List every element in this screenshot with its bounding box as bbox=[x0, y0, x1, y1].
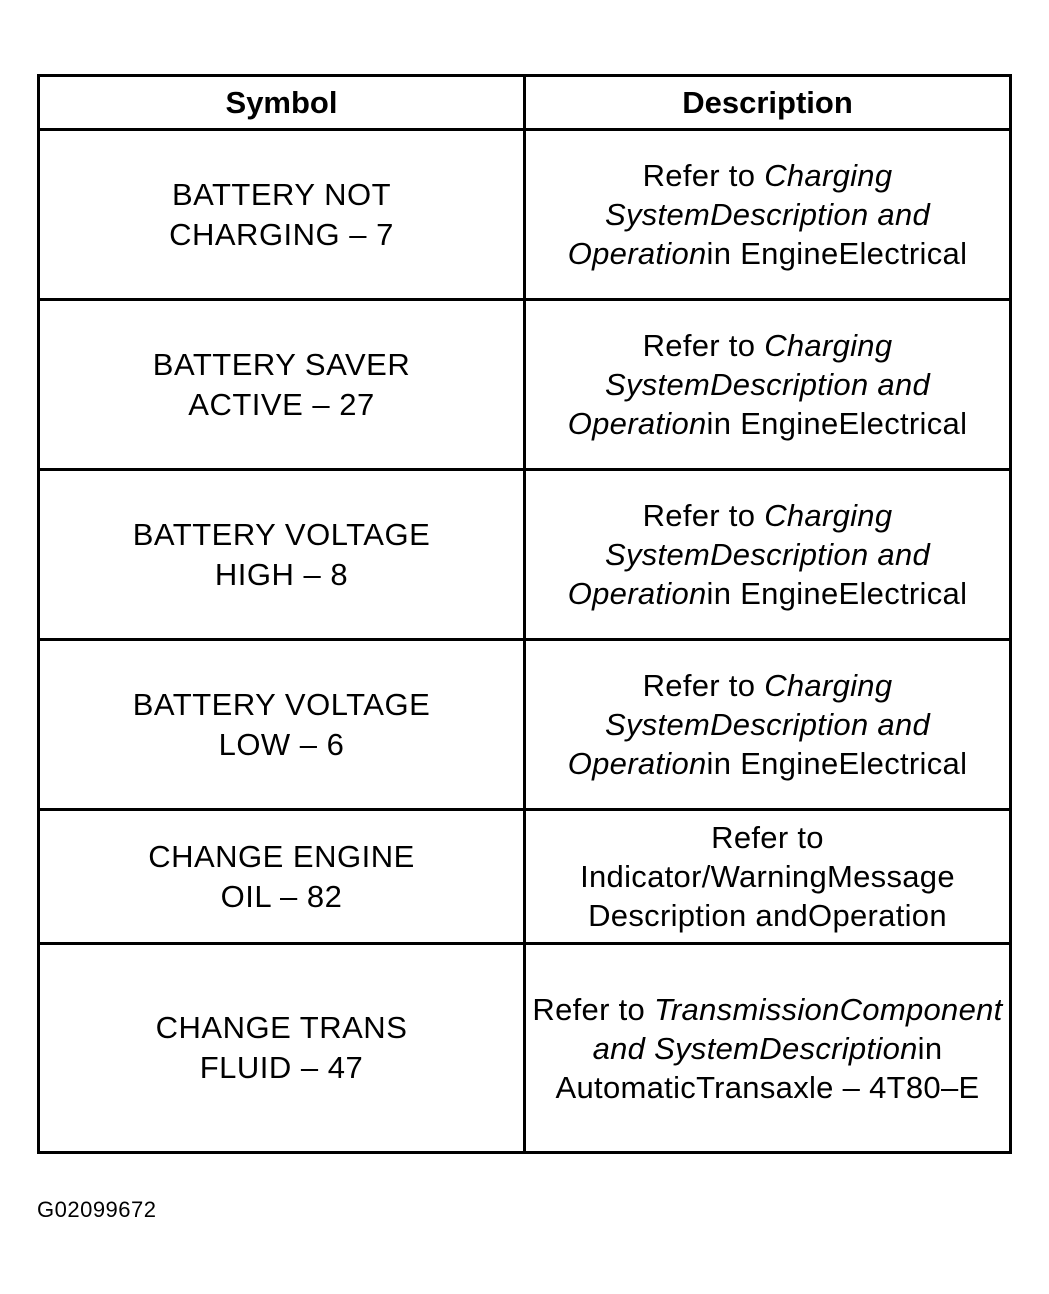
description-line bbox=[759, 1031, 917, 1066]
description-italic-text: Component and System bbox=[592, 991, 1003, 1066]
description-cell bbox=[525, 130, 1011, 300]
table-row bbox=[39, 640, 1011, 810]
symbol-line: CHANGE ENGINE bbox=[148, 838, 415, 874]
symbol-line: HIGH – 8 bbox=[214, 556, 349, 592]
symbol-line: BATTERY NOT bbox=[171, 176, 392, 212]
description-italic-text: Description and Operation bbox=[567, 707, 931, 781]
table-row bbox=[39, 300, 1011, 470]
description-italic-text: Charging System bbox=[604, 498, 893, 572]
table-row bbox=[39, 470, 1011, 640]
symbol-cell bbox=[39, 470, 525, 640]
symbol-cell bbox=[39, 640, 525, 810]
description-line bbox=[839, 576, 968, 611]
description-line bbox=[532, 992, 839, 1027]
description-italic-text: Charging System bbox=[604, 668, 893, 742]
symbol-line: BATTERY SAVER bbox=[152, 346, 411, 382]
description-text: Refer to bbox=[642, 668, 765, 703]
description-text: Refer to bbox=[642, 328, 765, 363]
description-text: in Engine bbox=[706, 576, 839, 611]
description-cell bbox=[525, 810, 1011, 944]
description-cell bbox=[525, 470, 1011, 640]
symbol-line: BATTERY VOLTAGE bbox=[132, 516, 431, 552]
symbol-line: FLUID – 47 bbox=[199, 1050, 364, 1085]
symbol-column-header: Symbol bbox=[39, 76, 525, 130]
description-text: in Engine bbox=[706, 406, 839, 441]
description-italic-text: Description and Operation bbox=[567, 537, 931, 611]
description-text: Refer to bbox=[642, 498, 765, 533]
symbol-cell bbox=[39, 300, 525, 470]
symbol-description-table bbox=[37, 74, 1012, 1154]
description-text: Transaxle – 4T80–E bbox=[696, 1069, 980, 1105]
description-line bbox=[696, 1070, 979, 1105]
description-cell bbox=[525, 300, 1011, 470]
description-line bbox=[839, 406, 968, 441]
table-row bbox=[39, 944, 1011, 1153]
description-line bbox=[707, 406, 839, 441]
symbol-line: CHARGING – 7 bbox=[169, 216, 394, 252]
description-text: Electrical bbox=[838, 236, 968, 271]
table-row bbox=[39, 130, 1011, 300]
description-text: in Engine bbox=[706, 746, 839, 781]
description-cell bbox=[525, 944, 1011, 1153]
description-cell bbox=[525, 640, 1011, 810]
description-text: Electrical bbox=[838, 576, 968, 611]
description-italic-text: Charging System bbox=[604, 158, 893, 232]
description-text: Refer to Indicator/Warning bbox=[580, 820, 827, 894]
description-italic-text: Charging System bbox=[604, 328, 893, 402]
description-text: in Automatic bbox=[555, 1030, 943, 1105]
description-text: Electrical bbox=[838, 406, 968, 441]
symbol-cell bbox=[39, 810, 525, 944]
description-line bbox=[580, 820, 827, 894]
table-row bbox=[39, 810, 1011, 944]
description-line bbox=[839, 236, 968, 271]
description-text: in Engine bbox=[706, 236, 839, 271]
figure-id: G02099672 bbox=[37, 1197, 157, 1222]
description-text: Electrical bbox=[838, 746, 968, 781]
table-header-row bbox=[39, 76, 1011, 130]
description-italic-text: Description bbox=[759, 1030, 918, 1066]
symbol-line: CHANGE TRANS bbox=[155, 1010, 408, 1045]
symbol-line: OIL – 82 bbox=[220, 878, 343, 914]
symbol-description-table-container bbox=[37, 74, 1012, 1154]
description-line bbox=[707, 576, 839, 611]
description-italic-text: Transmission bbox=[654, 991, 840, 1027]
description-text: Message Description and bbox=[588, 859, 955, 933]
description-text: Refer to bbox=[642, 158, 765, 193]
description-line bbox=[707, 746, 839, 781]
description-column-header: Description bbox=[525, 76, 1011, 130]
symbol-cell bbox=[39, 130, 525, 300]
symbol-line: LOW – 6 bbox=[218, 726, 345, 762]
description-italic-text: Description and Operation bbox=[567, 197, 931, 271]
description-line bbox=[808, 898, 947, 933]
description-text: Operation bbox=[808, 898, 947, 933]
description-italic-text: Description and Operation bbox=[567, 367, 931, 441]
description-line bbox=[707, 236, 839, 271]
description-line bbox=[839, 746, 968, 781]
symbol-line: ACTIVE – 27 bbox=[188, 386, 375, 422]
symbol-line: BATTERY VOLTAGE bbox=[132, 686, 431, 722]
symbol-cell bbox=[39, 944, 525, 1153]
description-text: Refer to bbox=[532, 991, 654, 1027]
